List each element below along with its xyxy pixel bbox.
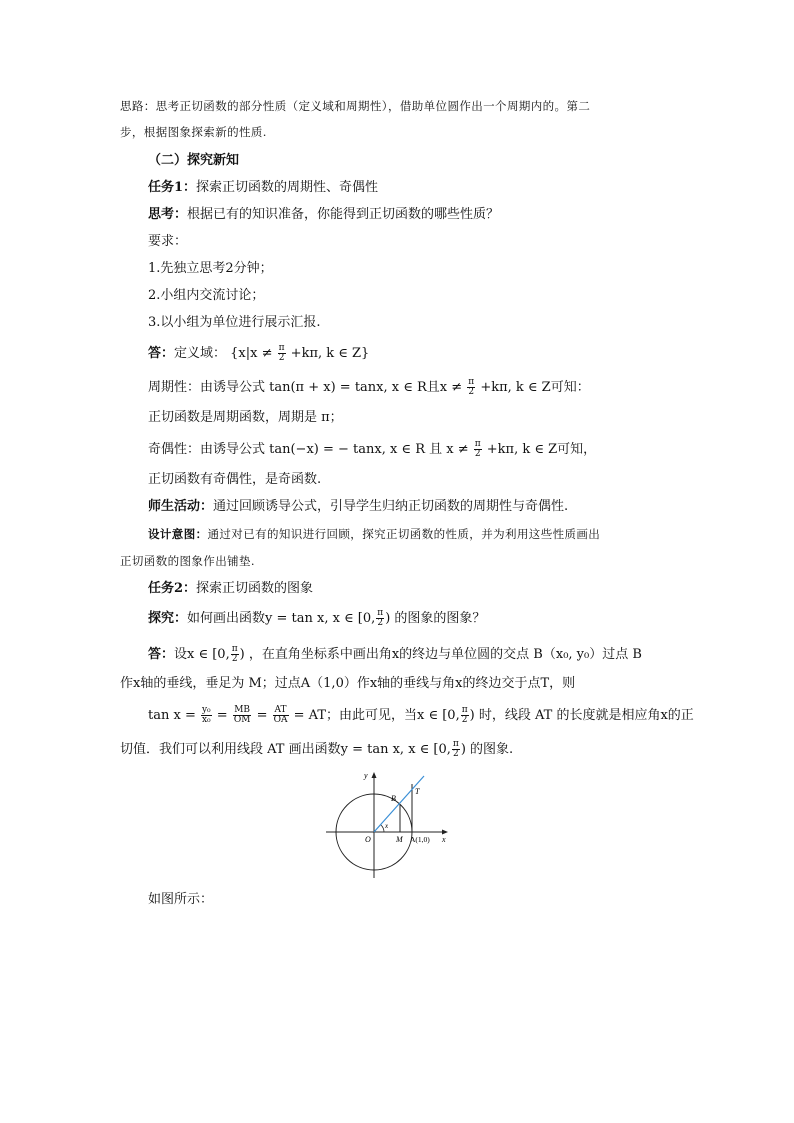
teacher-student-activity: 师生活动：通过回顾诱导公式，引导学生归纳正切函数的周期性与奇偶性. <box>148 499 569 514</box>
label-angle-x: x <box>385 822 389 830</box>
label-x: x <box>442 835 446 844</box>
design-intent: 设计意图：通过对已有的知识进行回顾，探究正切函数的性质，并为利用这些性质画出 <box>148 527 601 541</box>
task1-text: 探索正切函数的周期性、奇偶性 <box>196 180 379 195</box>
answer-label: 答： <box>148 346 175 361</box>
section-heading: （二）探究新知 <box>148 153 240 168</box>
answer2-line-cont: 作x轴的垂线，垂足为 M；过点A（1,0）作x轴的垂线与角x的终边交于点T，则 <box>120 676 576 691</box>
as-shown-line: 如图所示： <box>148 892 214 907</box>
tan-ratio-line: tan x = $\frac{\text{y₀}}{\text{x₀}}$ = $\frac{MB}{OM}$ = $\frac{AT}{OA}$ = AT；由此可见，当x ∈ [0, $\frac{\pi}{2}$ ) 时，线段 AT 的长度就是相应角x的正 <box>148 705 694 725</box>
unit-circle-diagram <box>322 770 452 880</box>
tan-conclusion-line: 切值．我们可以利用线段 AT 画出函数y = tan x, x ∈ [0, $\frac{\pi}{2}$ ) 的图象. <box>120 739 514 759</box>
requirement-2: 2.小组内交流讨论； <box>148 288 265 303</box>
fraction-pi-over-2: $\frac{\pi}{2}$ <box>452 739 459 759</box>
angle-arc <box>381 825 384 832</box>
domain-text-a: 定义域： {x|x ≠ <box>174 346 277 361</box>
think-text: 根据已有的知识准备，你能得到正切函数的哪些性质？ <box>187 207 500 222</box>
label-A: A(1,0) <box>410 835 430 844</box>
task1-heading <box>148 178 378 198</box>
terminal-side-line <box>374 776 424 832</box>
fraction-pi-over-2: $\frac{\pi}{2}$ <box>468 377 475 397</box>
periodicity-conclusion: 正切函数是周期函数，周期是 π； <box>148 410 343 425</box>
answer2-line: 答：设x ∈ [0, $\frac{\pi}{2}$ ) ，在直角坐标系中画出角x的终边与单位圆的交点 B（x₀, y₀）过点 B <box>148 644 642 664</box>
paragraph-idea-cont: 步，根据图象探索新的性质. <box>120 125 267 139</box>
paragraph-idea: 思路：思考正切函数的部分性质（定义域和周期性），借助单位圆作出一个周期内的。第二 <box>120 99 591 113</box>
parity-line: 奇偶性：由诱导公式 tan(−x) = − tanx, x ∈ R 且 x ≠ $\frac{\pi}{2}$ +kπ, k ∈ Z可知， <box>148 439 597 459</box>
fraction-pi-over-2: $\frac{\pi}{2}$ <box>461 705 468 725</box>
task2-heading: 任务2：探索正切函数的图象 <box>148 581 314 596</box>
answer-domain <box>148 344 369 364</box>
label-T: T <box>415 787 420 796</box>
think-line <box>148 205 499 225</box>
unit-circle-figure <box>322 770 452 880</box>
fraction-pi-over-2: $\frac{\pi}{2}$ <box>231 644 238 664</box>
think-label: 思考： <box>148 207 188 222</box>
label-M: M <box>396 835 403 844</box>
fraction-y0-x0: $\frac{\text{y₀}}{\text{x₀}}$ <box>201 705 211 725</box>
task1-label: 任务1： <box>148 180 197 195</box>
fraction-MB-OM: $\frac{MB}{OM}$ <box>233 705 251 725</box>
fraction-pi-over-2: $\frac{\pi}{2}$ <box>278 343 285 363</box>
requirement-1: 1.先独立思考2分钟； <box>148 261 273 276</box>
design-intent-cont: 正切函数的图象作出铺垫. <box>120 554 255 568</box>
label-y: y <box>364 771 368 780</box>
periodicity-line: 周期性：由诱导公式 tan(π + x) = tanx, x ∈ R且x ≠ $\frac{\pi}{2}$ +kπ, k ∈ Z可知： <box>148 377 590 397</box>
explore-line: 探究：如何画出函数y = tan x, x ∈ [0, $\frac{\pi}{2}$ ) 的图象的图象？ <box>148 608 486 628</box>
y-axis-arrow <box>372 772 377 778</box>
fraction-pi-over-2: $\frac{\pi}{2}$ <box>474 439 481 459</box>
label-B: B <box>391 794 396 803</box>
parity-conclusion: 正切函数有奇偶性，是奇函数. <box>148 472 322 487</box>
x-axis-arrow <box>442 830 448 835</box>
fraction-AT-OA: $\frac{AT}{OA}$ <box>273 705 288 725</box>
fraction-pi-over-2: $\frac{\pi}{2}$ <box>377 608 384 628</box>
domain-text-b: +kπ, k ∈ Z} <box>286 346 370 361</box>
requirements-heading: 要求： <box>148 234 188 249</box>
label-O: O <box>365 835 371 844</box>
requirement-3: 3.以小组为单位进行展示汇报. <box>148 315 321 330</box>
